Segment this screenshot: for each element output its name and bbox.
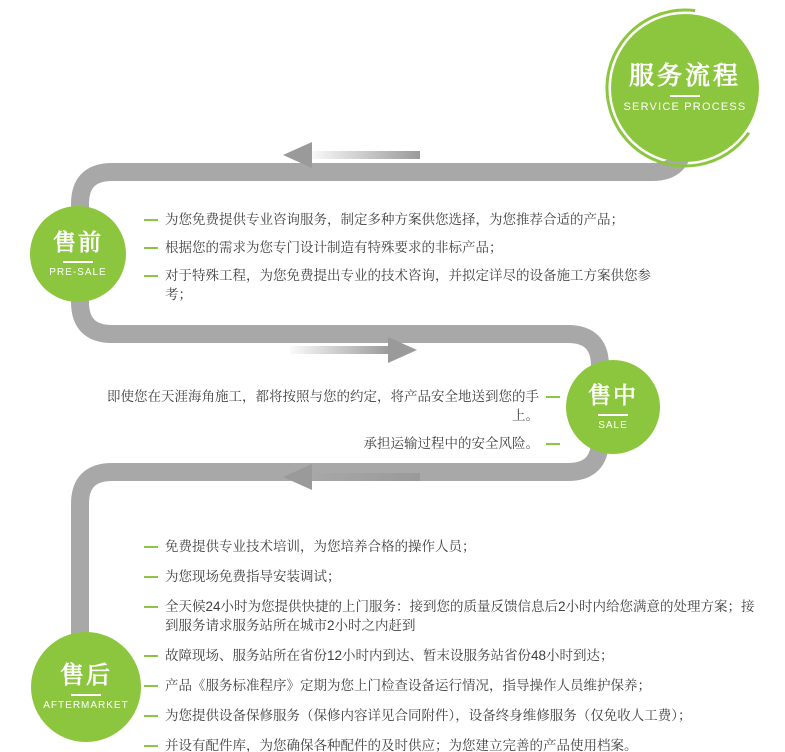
bullet-dash-icon <box>144 745 158 747</box>
bullet-dash-icon <box>144 685 158 687</box>
bullet-dash-icon <box>144 655 158 657</box>
stage-badge-pre-sale-divider <box>63 261 93 263</box>
bullet-dash-icon <box>144 275 158 277</box>
stage-badge-sale <box>566 360 660 454</box>
stage-badge-pre-sale-cn: 售前 <box>53 229 103 256</box>
list-item-text: 为您现场免费指导安装调试； <box>165 569 341 584</box>
list-item-text: 全天候24小时为您提供快捷的上门服务：接到您的质量反馈信息后2小时内给您满意的处理方案；接到服务请求服务站所在城市2小时之内赶到 <box>165 599 755 633</box>
title-badge-cn: 服务流程 <box>628 61 741 90</box>
stage-text-aftermarket <box>144 537 764 752</box>
stage-badge-pre-sale <box>30 206 126 302</box>
list-item-text: 免费提供专业技术培训，为您培养合格的操作人员； <box>165 539 476 554</box>
bullet-dash-icon <box>144 247 158 249</box>
list-item <box>144 597 764 635</box>
stage-badge-aftermarket-cn: 售后 <box>60 661 112 689</box>
list-item-text: 为您提供设备保修服务（保修内容详见合同附件），设备终身维修服务（仅免收人工费）； <box>165 708 692 723</box>
stage-badge-sale-en: SALE <box>598 419 628 431</box>
list-item-text: 即使您在天涯海角施工，都将按照与您的约定，将产品安全地送到您的手上。 <box>107 389 539 423</box>
list-item <box>144 537 764 556</box>
list-item-text: 根据您的需求为您专门设计制造有特殊要求的非标产品； <box>165 240 503 255</box>
list-item-text: 故障现场、服务站所在省份12小时内到达、暂末设服务站省份48小时到达； <box>165 648 614 663</box>
list-item <box>144 238 664 257</box>
stage-badge-sale-divider <box>598 414 628 416</box>
list-item <box>144 736 764 752</box>
list-item <box>144 567 764 586</box>
title-badge-divider <box>670 95 700 97</box>
list-item <box>144 646 764 665</box>
title-badge <box>611 14 759 162</box>
list-item-text: 并设有配件库，为您确保各种配件的及时供应；为您建立完善的产品使用档案。 <box>165 738 638 752</box>
stage-badge-aftermarket <box>31 632 141 742</box>
bullet-dash-icon <box>144 576 158 578</box>
list-item <box>144 266 664 304</box>
list-item <box>100 387 560 425</box>
list-item <box>144 210 664 229</box>
stage-badge-aftermarket-en: AFTERMARKET <box>43 700 129 712</box>
list-item-text: 产品《服务标准程序》定期为您上门检查设备运行情况，指导操作人员维护保养； <box>165 678 651 693</box>
bullet-dash-icon <box>144 606 158 608</box>
list-item <box>144 676 764 695</box>
list-item-text: 对于特殊工程，为您免费提出专业的技术咨询，并拟定详尽的设备施工方案供您参考； <box>165 268 651 302</box>
list-item-text: 承担运输过程中的安全风险。 <box>363 436 539 451</box>
title-badge-en: SERVICE PROCESS <box>623 101 747 114</box>
stage-badge-sale-cn: 售中 <box>588 382 638 409</box>
stage-text-pre-sale <box>144 210 664 304</box>
bullet-dash-icon <box>546 443 560 445</box>
stage-text-sale <box>100 387 560 453</box>
stage-badge-aftermarket-divider <box>71 694 101 696</box>
bullet-dash-icon <box>144 219 158 221</box>
list-item <box>100 434 560 453</box>
bullet-dash-icon <box>144 715 158 717</box>
bullet-dash-icon <box>144 546 158 548</box>
bullet-dash-icon <box>546 396 560 398</box>
stage-badge-pre-sale-en: PRE-SALE <box>49 266 107 278</box>
list-item <box>144 706 764 725</box>
list-item-text: 为您免费提供专业咨询服务，制定多种方案供您选择，为您推荐合适的产品； <box>165 212 624 227</box>
